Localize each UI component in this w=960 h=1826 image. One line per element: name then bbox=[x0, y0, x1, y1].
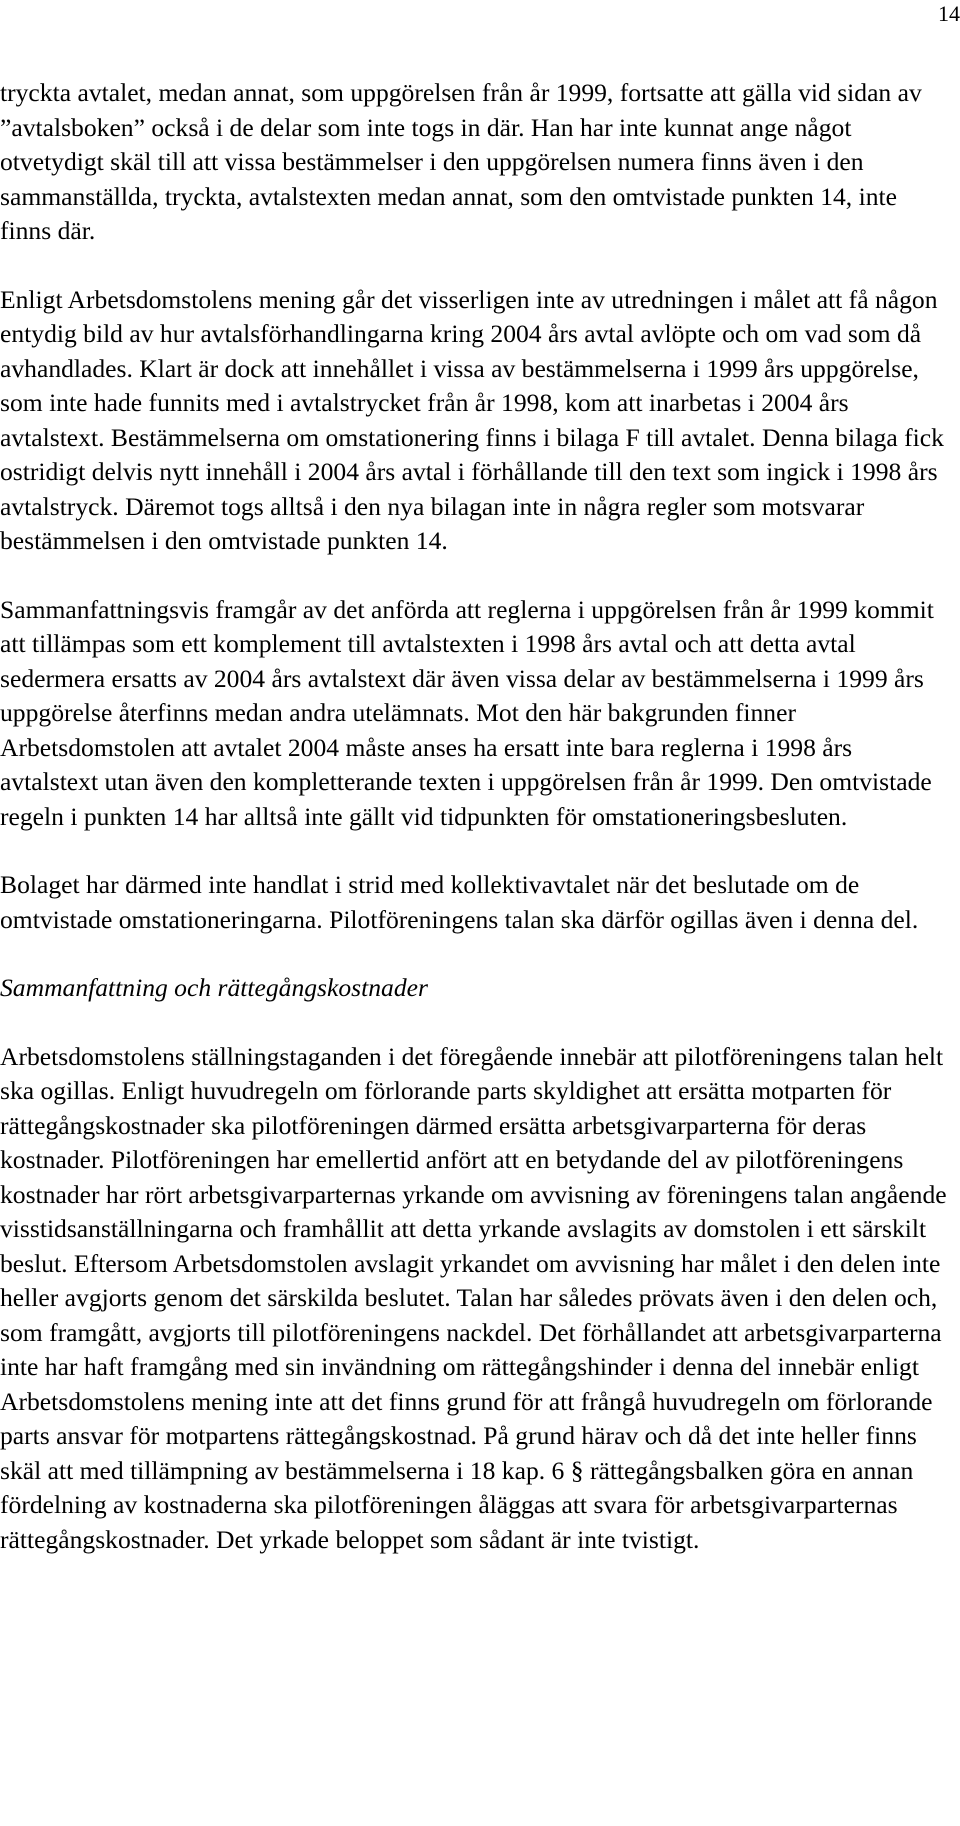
document-body bbox=[0, 76, 950, 1591]
paragraph: Bolaget har därmed inte handlat i strid med kollektivavtalet när det beslutade om de omtvistade omstationeringarna. Pilotföreningens talan ska därför ogillas även i denna del. bbox=[0, 870, 919, 934]
page-number: 14 bbox=[938, 1, 960, 26]
paragraph: tryckta avtalet, medan annat, som uppgörelsen från år 1999, fortsatte att gälla vid sidan av ”avtalsboken” också i de delar som inte togs in där. Han har inte kunnat ange något otvetydigt skäl till att vissa bestämmelser i den uppgörelsen numera finns även i den sammanställda, tryckta, avtalstexten medan annat, som den omtvistade punkten 14, inte finns där. bbox=[0, 78, 922, 245]
section-heading: Sammanfattning och rättegångskostnader bbox=[0, 973, 428, 1002]
paragraph: Sammanfattningsvis framgår av det anförda att reglerna i uppgörelsen från år 1999 kommit att tillämpas som ett komplement till avtalstexten i 1998 års avtal och att detta avtal sedermera ersatts av 2004 års avtalstext där även vissa delar av bestämmelserna i 1999 års uppgörelse återfinns medan andra utelämnats. Mot den här bakgrunden finner Arbetsdomstolen att avtalet 2004 måste anses ha ersatt inte bara reglerna i 1998 års avtalstext utan även den kompletterande texten i uppgörelsen från år 1999. Den omtvistade regeln i punkten 14 har alltså inte gällt vid tidpunkten för omstationeringsbesluten. bbox=[0, 594, 934, 831]
paragraph: Enligt Arbetsdomstolens mening går det visserligen inte av utredningen i målet att få någon entydig bild av hur avtalsförhandlingarna kring 2004 års avtal avlöpte och om vad som då avhandlades. Klart är dock att innehållet i vissa av bestämmelserna i 1999 års uppgörelse, som inte hade funnits med i avtalstrycket från år 1998, kom att inarbetas i 2004 års avtalstext. Bestämmelserna om omstationering finns i bilaga F till avtalet. Denna bilaga fick ostridigt delvis nytt innehåll i 2004 års avtal i förhållande till den text som ingick i 1998 års avtalstryck. Däremot togs alltså i den nya bilagan inte in några regler som motsvarar bestämmelsen i den omtvistade punkten 14. bbox=[0, 284, 944, 555]
paragraph: Arbetsdomstolens ställningstaganden i det föregående innebär att pilotföreningens talan helt ska ogillas. Enligt huvudregeln om förlorande parts skyldighet att ersätta motparten för rättegångskostnader ska pilotföreningen därmed ersätta arbetsgivarparterna för deras kostnader. Pilotföreningen har emellertid anfört att en betydande del av pilotföreningens kostnader har rört arbetsgivarparternas yrkande om avvisning av föreningens talan angående visstidsanställningarna och framhållit att detta yrkande avslagits av domstolen i ett särskilt beslut. Eftersom Arbetsdomstolen avslagit yrkandet om avvisning har målet i den delen inte heller avgjorts genom det särskilda beslutet. Talan har således prövats även i den delen och, som framgått, avgjorts till pilotföreningens nackdel. Det förhållandet att arbetsgivarparterna inte har haft framgång med sin invändning om rättegångshinder i denna del innebär enligt Arbetsdomstolens mening inte att det finns grund för att frångå huvudregeln om förlorande parts ansvar för motpartens rättegångskostnad. På grund härav och då det inte heller finns skäl att med tillämpning av bestämmelserna i 18 kap. 6 § rättegångsbalken göra en annan fördelning av kostnaderna ska pilotföreningen åläggas att svara för arbetsgivarparternas rättegångskostnader. Det yrkade beloppet som sådant är inte tvistigt. bbox=[0, 1041, 947, 1554]
